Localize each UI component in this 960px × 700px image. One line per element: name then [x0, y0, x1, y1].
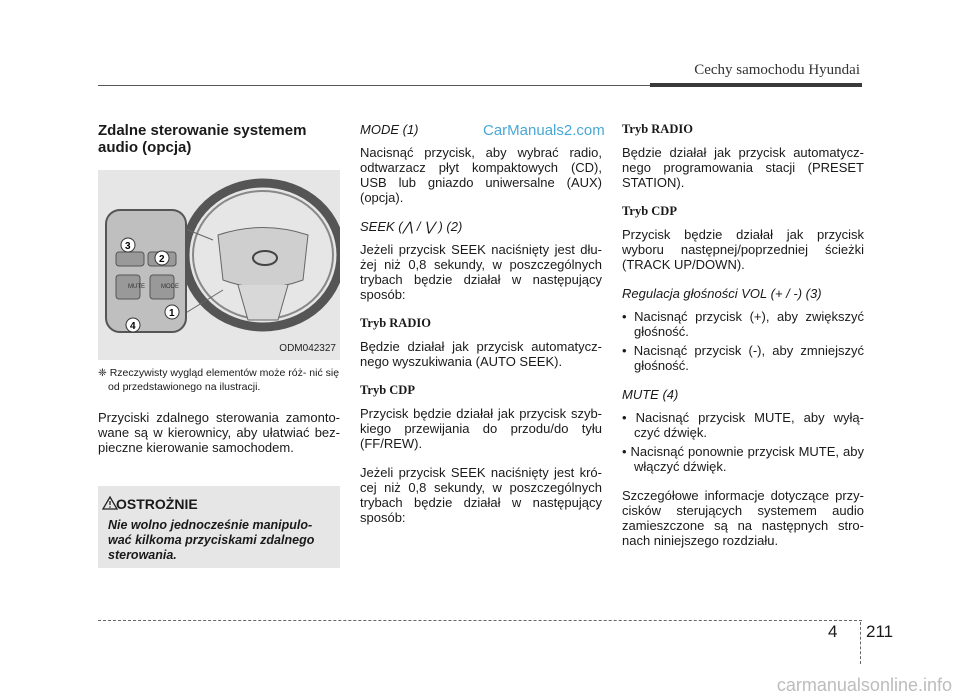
figure-code: ODM042327 [279, 343, 336, 354]
watermark-top: CarManuals2.com [483, 122, 605, 139]
footer-divider [860, 622, 861, 664]
section-title: Zdalne sterowanie systemem audio (opcja) [98, 122, 307, 156]
seek-text: Jeżeli przycisk SEEK naciśnięty jest dłu- żej niż 0,8 sekundy, w poszczególnych trybach będzie działał w następujący sposób: [360, 242, 602, 302]
seek-separator: / [416, 219, 421, 234]
steering-wheel-illustration [98, 170, 340, 360]
list-item: • Nacisnąć przycisk MUTE, aby wyłą- czyć dźwięk. [622, 410, 864, 440]
cdp-text-2: Przycisk będzie działał jak przycisk wyboru następnej/poprzedniej ścieżki (TRACK UP/DOWN). [622, 227, 864, 272]
column-2 [360, 122, 602, 525]
seek-title [360, 219, 602, 234]
column-3 [622, 122, 864, 548]
radio-title-2: Tryb RADIO [622, 122, 693, 136]
seek-down-icon: ⋁ [424, 219, 435, 234]
callout-1: 1 [169, 308, 175, 319]
cdp-title: Tryb CDP [360, 383, 415, 397]
header-title: Cechy samochodu Hyundai [694, 62, 860, 78]
column-1 [98, 122, 340, 455]
volume-title: Regulacja głośności VOL (+ / -) (3) [622, 286, 822, 301]
callout-3: 3 [125, 241, 131, 252]
watermark-bottom: carmanualsonline.info [776, 675, 952, 695]
mode-button-label: MODE [161, 284, 179, 290]
footer-rule [98, 620, 862, 621]
seek-short-text: Jeżeli przycisk SEEK naciśnięty jest kró- cej niż 0,8 sekundy, w poszczególnych trybach będzie działał w następujący sposób: [360, 465, 602, 525]
cdp-title-2: Tryb CDP [622, 204, 677, 218]
warning-title: OSTROŻNIE [116, 496, 198, 512]
page-number: 211 [866, 622, 894, 641]
list-item: • Nacisnąć przycisk (+), aby zwiększyć głośność. [622, 309, 864, 339]
figure-note: ❈ Rzeczywisty wygląd elementów może róż- nić się od przedstawionego na ilustracji. [98, 367, 340, 393]
header-rule-accent [650, 83, 862, 87]
warning-box [98, 486, 340, 568]
radio-text: Będzie działał jak przycisk automatycz- nego wyszukiwania (AUTO SEEK). [360, 339, 602, 369]
list-item: • Nacisnąć ponownie przycisk MUTE, aby włączyć dźwięk. [622, 444, 864, 474]
mute-title: MUTE (4) [622, 387, 679, 402]
intro-paragraph: Przyciski zdalnego sterowania zamonto- wane są w kierownicy, aby ułatwiać bez- pieczne kierowanie samochodem. [98, 410, 340, 455]
cdp-text: Przycisk będzie działał jak przycisk szyb- kiego przewijania do przodu/do tyłu (FF/REW). [360, 406, 602, 451]
seek-title-prefix: SEEK ( [360, 219, 403, 234]
seek-title-suffix: ) (2) [438, 219, 463, 234]
mode-text: Nacisnąć przycisk, aby wybrać radio, odtwarzacz płyt kompaktowych (CD), USB lub gniazdo uniwersalne (AUX) (opcja). [360, 145, 602, 205]
mute-button-label: MUTE [128, 284, 145, 290]
radio-title: Tryb RADIO [360, 316, 431, 330]
chapter-number: 4 [828, 622, 838, 641]
warning-text: Nie wolno jednocześnie manipulo- wać kilkoma przyciskami zdalnego sterowania. [108, 518, 315, 562]
final-paragraph: Szczegółowe informacje dotyczące przy- cisków sterujących systemem audio zamieszczone są na następnych stro- nach niniejszego rozdziału. [622, 488, 864, 548]
callout-2: 2 [159, 254, 165, 265]
list-item: • Nacisnąć przycisk (-), aby zmniejszyć głośność. [622, 343, 864, 373]
radio-text-2: Będzie działał jak przycisk automatycz- nego programowania stacji (PRESET STATION). [622, 145, 864, 190]
steering-wheel-figure [98, 170, 340, 360]
callout-4: 4 [130, 321, 136, 332]
seek-up-icon: ⋀ [402, 219, 414, 234]
mode-title: MODE (1) [360, 122, 419, 137]
